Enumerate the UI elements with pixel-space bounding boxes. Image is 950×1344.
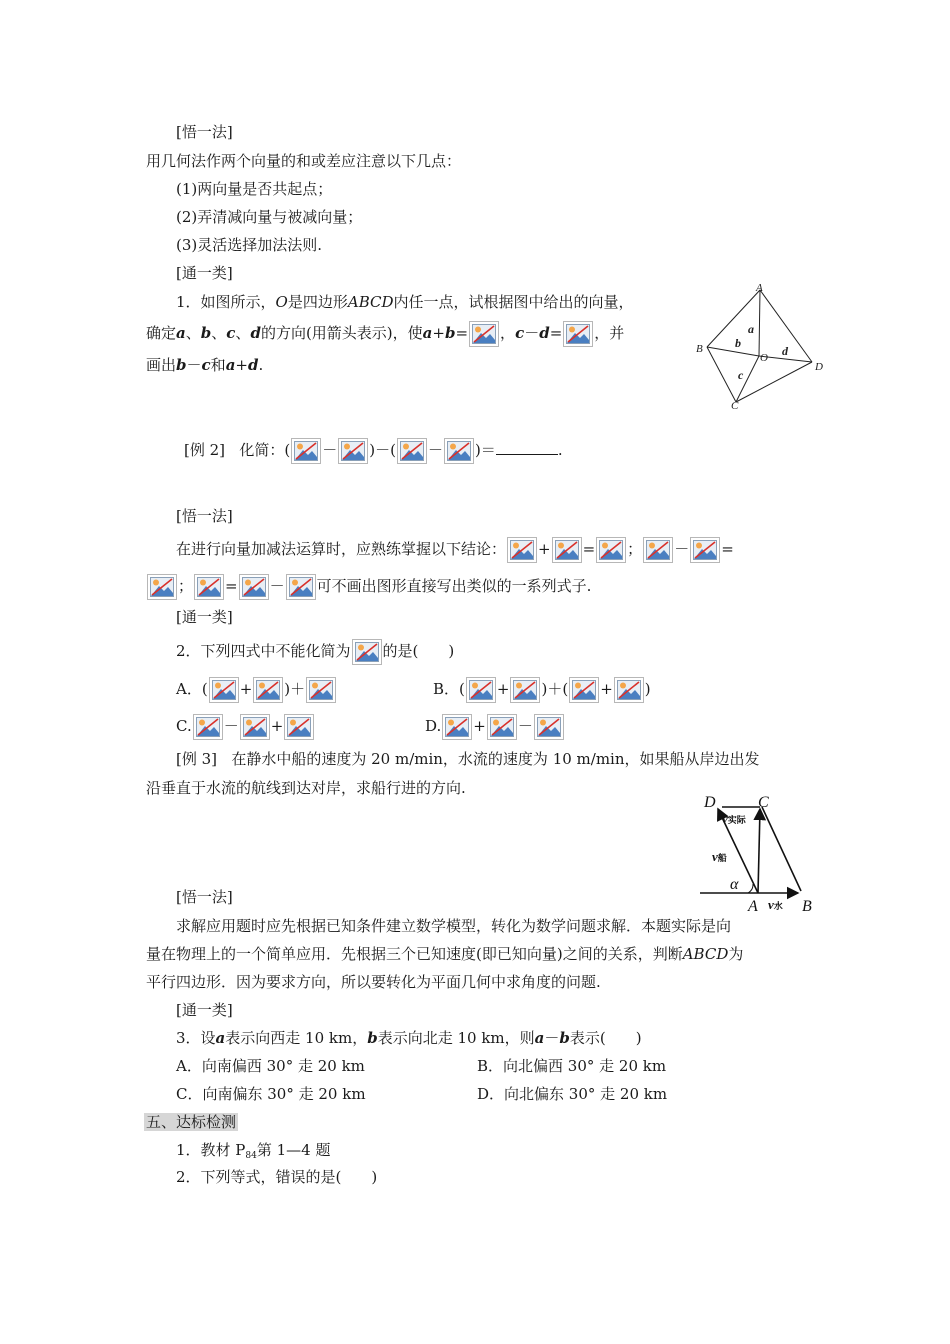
point-d-label: D [704,794,716,811]
v-boat-label: v船 [712,849,727,864]
image-placeholder-icon [552,537,582,563]
w2-line2: ； = － 可不画出图形直接写出类似的一系列式子. [146,574,591,600]
text-line: (1)两向量是否共起点； [176,180,333,198]
vector-c-label: c [738,368,744,382]
image-placeholder-icon [253,677,283,703]
section-heading: 五、达标检测 [146,1113,237,1131]
w3-line1: 求解应用题时应先根据已知条件建立数学模型，转化为数学问题求解．本题实际是向 [176,917,732,935]
heading-wu2: [悟一法] [176,507,233,525]
image-placeholder-icon [510,677,540,703]
vertex-a-label: A [756,282,763,294]
velocity-figure [696,785,821,913]
image-placeholder-icon [284,714,314,740]
image-placeholder-icon [614,677,644,703]
q1-line1: 1．如图所示，O是四边形ABCD内任一点，试根据图中给出的向量， [176,293,634,311]
quadrilateral-figure [690,280,830,410]
q1-line2: 确定a、b、c、d的方向(用箭头表示)，使a+b= ，c－d= ，并 [146,321,624,347]
q2-option-c: C. － + [176,714,315,740]
answer-blank [496,440,558,455]
task-1: 1．教材 $P_{84}$第 1—4 题 [176,1141,331,1161]
q2-option-b: B．( + )＋( + ) [433,677,651,703]
image-placeholder-icon [534,714,564,740]
image-placeholder-icon [239,574,269,600]
image-placeholder-icon [291,438,321,464]
w3-line3: 平行四边形．因为要求方向，所以要转化为平面几何中求角度的问题. [146,973,601,991]
heading-tong3: [通一类] [176,1001,233,1019]
q1-line3: 画出b－c和a+d. [146,356,264,374]
point-a-label: A [748,898,758,913]
heading-wu1: [悟一法] [176,123,233,141]
q3-option-d: D．向北偏东 30° 走 20 km [477,1085,668,1103]
image-placeholder-icon [286,574,316,600]
vertex-d-label: D [815,361,823,373]
image-placeholder-icon [469,321,499,347]
q3-option-a: A．向南偏西 30° 走 20 km [176,1057,365,1075]
v-water-label: v水 [768,897,783,912]
image-placeholder-icon [240,714,270,740]
task-2: 2．下列等式，错误的是( ) [176,1168,378,1186]
image-placeholder-icon [194,574,224,600]
heading-tong1: [通一类] [176,264,233,282]
image-placeholder-icon [444,438,474,464]
point-b-label: B [802,898,812,913]
image-placeholder-icon [147,574,177,600]
text-line: (2)弄清减向量与被减向量； [176,208,363,226]
vector-a-label: a [748,322,754,336]
vector-d-label: d [782,344,788,358]
image-placeholder-icon [209,677,239,703]
q3-line: 3．设a表示向西走 10 km，b表示向北走 10 km，则a－b表示( ) [176,1029,642,1047]
image-placeholder-icon [569,677,599,703]
vertex-c-label: C [731,400,739,410]
image-placeholder-icon [193,714,223,740]
vector-b-label: b [735,336,741,350]
vertex-b-label: B [696,343,703,355]
w3-line2: 量在物理上的一个简单应用．先根据三个已知速度(即已知向量)之间的关系，判断ABCD为 [146,945,744,963]
image-placeholder-icon [352,639,382,665]
point-c-label: C [758,794,769,811]
v-actual-label: v实际 [722,811,746,826]
q2-line: 2．下列四式中不能化简为 的是( ) [176,639,454,665]
heading-wu3: [悟一法] [176,888,233,906]
q3-option-b: B．向北偏西 30° 走 20 km [477,1057,667,1075]
image-placeholder-icon [397,438,427,464]
alpha-label: α [730,876,739,893]
image-placeholder-icon [596,537,626,563]
text-line: 用几何法作两个向量的和或差应注意以下几点： [146,152,462,170]
image-placeholder-icon [306,677,336,703]
example2-line: [例 2] 化简：( － )－( － )＝ . [184,438,563,464]
w2-line1: 在进行向量加减法运算时，应熟练掌握以下结论： + = ； － = [176,537,734,563]
image-placeholder-icon [643,537,673,563]
example3-line2: 沿垂直于水流的航线到达对岸，求船行进的方向. [146,779,466,797]
q2-option-d: D. + － [425,714,565,740]
heading-tong2: [通一类] [176,608,233,626]
image-placeholder-icon [563,321,593,347]
q3-option-c: C．向南偏东 30° 走 20 km [176,1085,366,1103]
image-placeholder-icon [690,537,720,563]
image-placeholder-icon [507,537,537,563]
image-placeholder-icon [442,714,472,740]
image-placeholder-icon [487,714,517,740]
image-placeholder-icon [338,438,368,464]
point-o-label: O [760,352,768,364]
q2-option-a: A．( + )＋ [176,677,337,703]
image-placeholder-icon [466,677,496,703]
example3-line1: [例 3] 在静水中船的速度为 20 m/min，水流的速度为 10 m/min，如果船从岸边出发 [176,750,760,768]
text-line: (3)灵活选择加法法则. [176,236,323,254]
